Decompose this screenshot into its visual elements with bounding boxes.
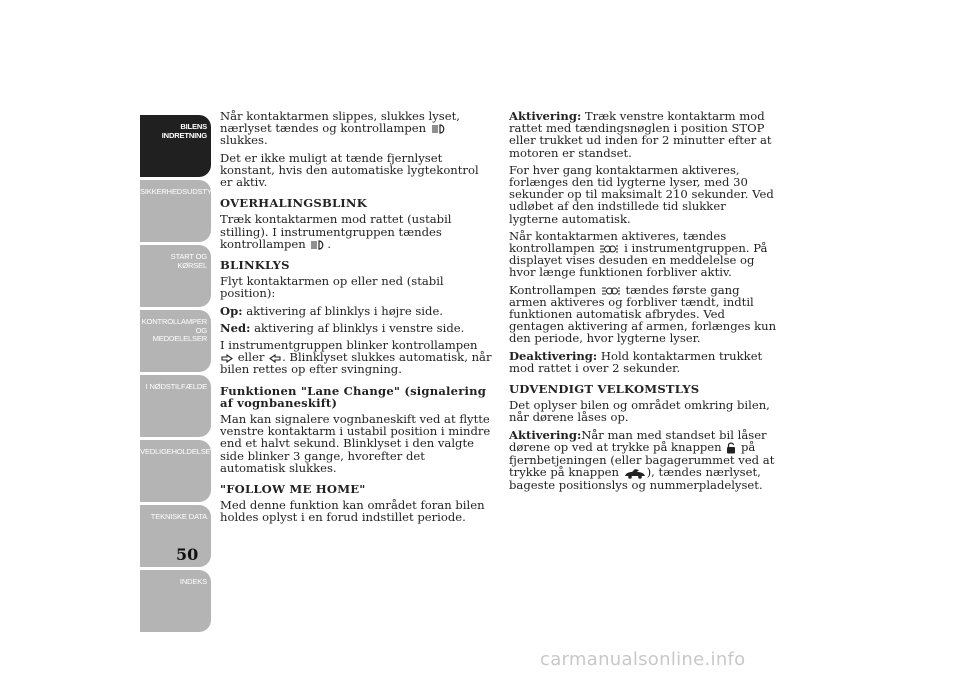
label-aktivering: Aktivering: <box>509 427 582 442</box>
text-column-left <box>220 110 492 529</box>
tab-sikkerhedsudstyr[interactable] <box>140 180 217 242</box>
text: aktivering af blinklys i højre side. <box>246 303 443 318</box>
text: aktivering af blinklys i venstre side. <box>254 320 465 335</box>
tab-label: START OG KØRSEL <box>170 252 207 270</box>
text: . Blinklyset slukkes automatisk, når bilen rettes op efter svingning. <box>220 350 492 377</box>
heading-follow-me-home: "FOLLOW ME HOME" <box>220 482 366 497</box>
paragraph <box>509 429 777 491</box>
text-column-right <box>509 110 777 496</box>
tab-label: SIKKERHEDSUDSTYR <box>140 187 217 196</box>
text: . <box>327 236 332 251</box>
paragraph: Det oplyser bilen og området omkring bilen, når dørene låses op. <box>509 398 770 425</box>
paragraph: Det er ikke muligt at tænde fjernlyset konstant, hvis den automatiske lygtekontrol er aktiv. <box>220 150 479 190</box>
tab-i-nodstilfaelde[interactable] <box>140 375 211 437</box>
paragraph <box>509 110 777 159</box>
paragraph: Flyt kontaktarmen op eller ned (stabil position): <box>220 274 444 301</box>
heading-lane-change: Funktionen "Lane Change" (signalering af vognbaneskift) <box>220 383 487 410</box>
label-op: Op: <box>220 303 243 318</box>
paragraph <box>220 322 492 334</box>
tab-label: I NØDSTILFÆLDE <box>145 382 207 391</box>
tab-label: BILENS INDRETNING <box>161 122 207 140</box>
text: på fjernbetjeningen (eller bagagerummet ved at trykke på knappen <box>509 439 775 480</box>
high-beam-icon <box>310 240 326 250</box>
paragraph <box>220 110 492 147</box>
high-beam-icon <box>431 124 447 134</box>
paragraph: Med denne funktion kan området foran bilen holdes oplyst i en forud indstillet periode. <box>220 498 485 525</box>
label-ned: Ned: <box>220 320 251 335</box>
text: Når man med standset bil låser dørene op ved at trykke på knappen <box>509 427 767 454</box>
text: tændes første gang armen aktiveres og forbliver tændt, indtil funktionen automatisk afbrydes. Ved gentagen aktivering af armen, forlænges kun den periode, hvor lygterne lyser. <box>509 282 777 346</box>
text: Kontrollampen <box>509 282 597 297</box>
turn-right-arrow-icon <box>221 354 233 363</box>
label-deaktivering: Deaktivering: <box>509 348 598 363</box>
text: eller <box>237 350 265 365</box>
turn-left-arrow-icon <box>269 354 281 363</box>
tab-bilens-indretning[interactable] <box>140 115 211 177</box>
paragraph: For hver gang kontaktarmen aktiveres, forlænges den tid lygterne lyser, med 30 sekunder op til maksimalt 210 sekunder. Ved udløbet af den indstillede tid slukker lygterne automatisk. <box>509 162 774 226</box>
tab-label: INDEKS <box>179 577 207 586</box>
tab-indeks[interactable] <box>140 570 211 632</box>
paragraph <box>220 339 492 376</box>
text: ), tændes nærlyset, bageste positionslys og nummerpladelyset. <box>509 465 763 492</box>
paragraph <box>509 284 777 345</box>
paragraph <box>509 230 777 279</box>
text: Når kontaktarmen aktiveres, tændes kontrollampen <box>509 228 727 256</box>
text: Når kontaktarmen slippes, slukkes lyset, nærlyset tændes og kontrollampen <box>220 109 460 136</box>
paragraph <box>509 350 777 374</box>
text: Træk kontaktarmen mod rattet (ustabil stilling). I instrumentgruppen tændes kontrollampen <box>220 212 452 251</box>
tab-vedligeholdelse[interactable] <box>140 440 211 502</box>
heading-udvendigt-velkomstlys: UDVENDIGT VELKOMSTLYS <box>509 382 700 397</box>
watermark: carmanualsonline.info <box>540 649 746 670</box>
page-number: 50 <box>176 545 199 564</box>
paragraph <box>220 213 492 250</box>
text: I instrumentgruppen blinker kontrollampen <box>220 338 478 353</box>
label-aktivering: Aktivering: <box>509 109 582 123</box>
text: slukkes. <box>220 133 268 148</box>
tab-kontrollamper[interactable] <box>140 310 211 372</box>
text: i instrumentgruppen. På displayet vises desuden en meddelelse og hvor længe funktionen forbliver aktiv. <box>509 241 768 280</box>
tab-label: KONTROLLAMPER OG MEDDELELSER <box>141 317 207 344</box>
text: Træk venstre kontaktarm mod rattet med tændingsnøglen i position STOP eller trukket ud inden for 2 minutter efter at motoren er standset. <box>509 109 772 160</box>
heading-overhalingsblink: OVERHALINGSBLINK <box>220 196 368 211</box>
tab-label: TEKNISKE DATA <box>150 512 207 521</box>
paragraph <box>220 305 492 317</box>
heading-blinklys: BLINKLYS <box>220 258 290 273</box>
tab-label: VEDLIGEHOLDELSE <box>140 447 211 456</box>
tab-start-og-korsel[interactable] <box>140 245 211 307</box>
text: Hold kontaktarmen trukket mod rattet i over 2 sekunder. <box>509 348 763 375</box>
paragraph: Man kan signalere vognbaneskift ved at flytte venstre kontaktarm i ustabil position i mindre end et halvt sekund. Blinklyset i den valgte side blinker 3 gange, hvorefter det automatisk slukkes. <box>220 412 491 475</box>
